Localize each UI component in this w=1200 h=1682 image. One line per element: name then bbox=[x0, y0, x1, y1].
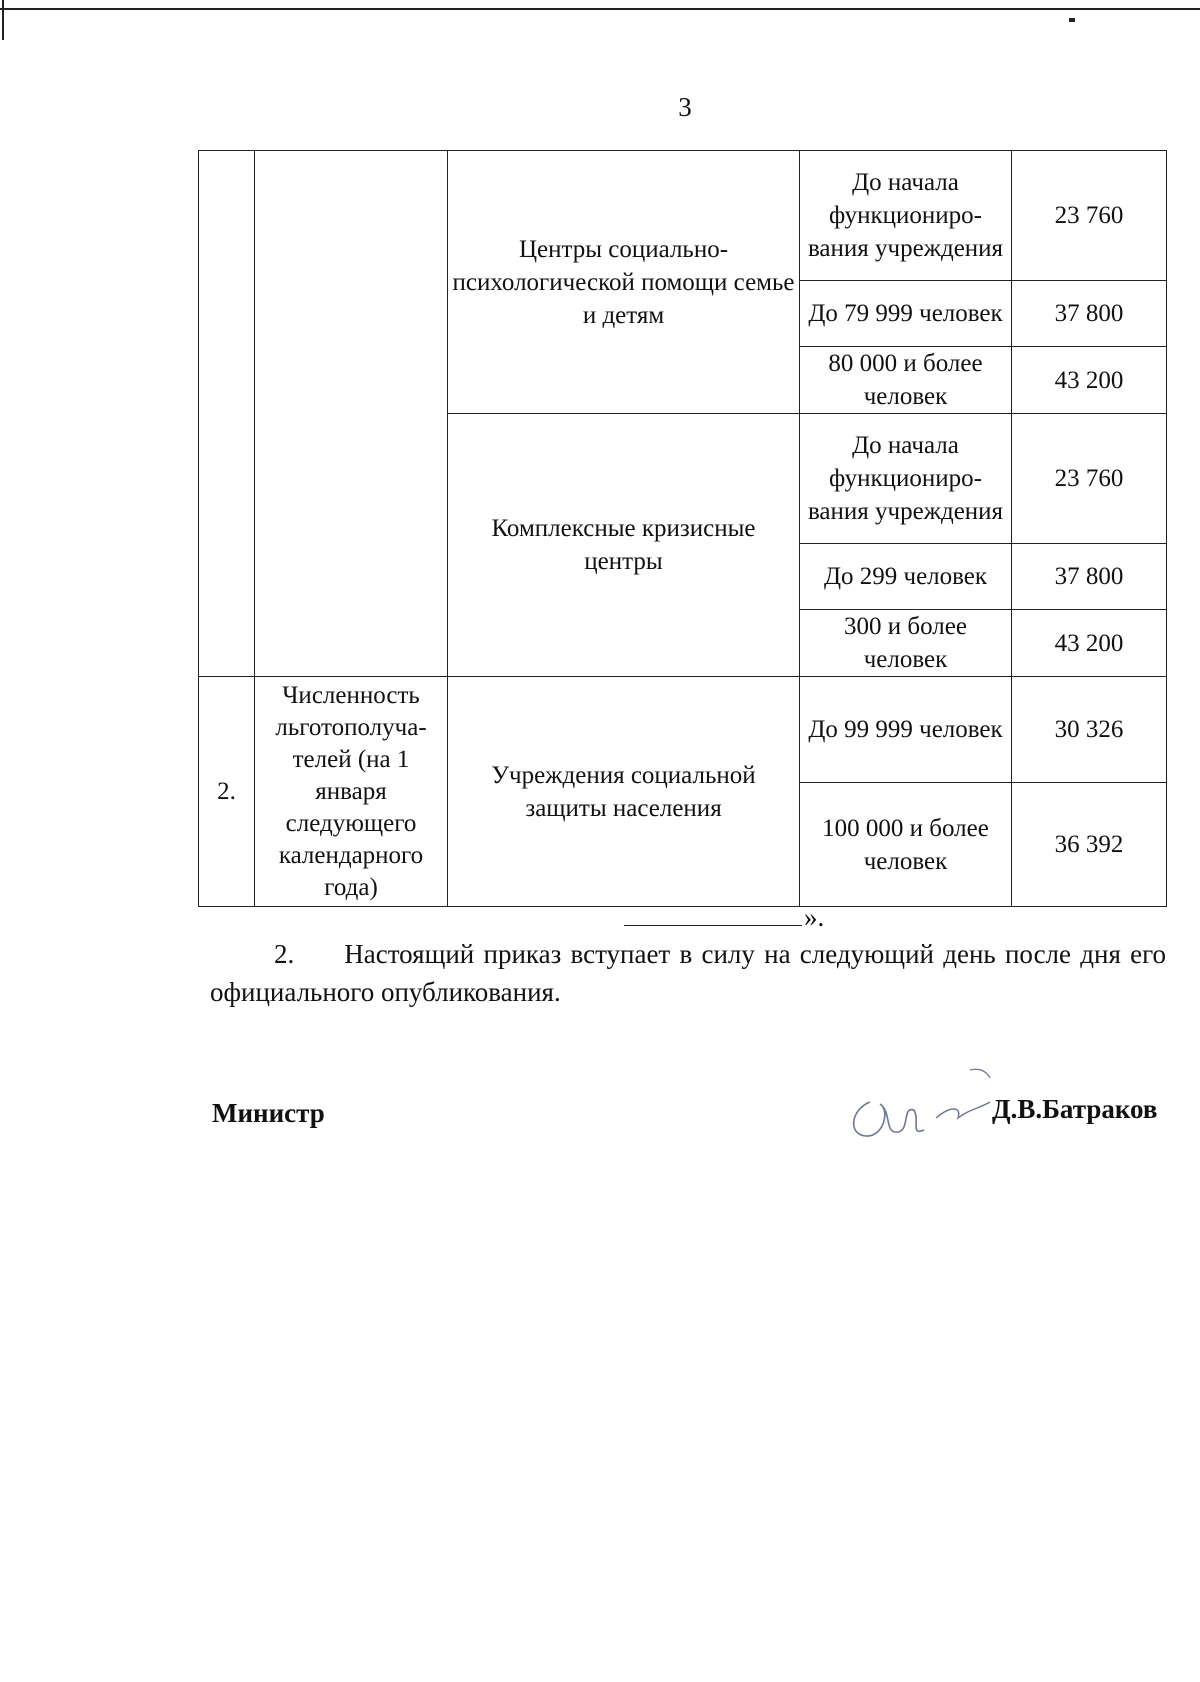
scan-mark bbox=[1069, 18, 1075, 22]
tariff-table bbox=[198, 150, 1167, 907]
value-cell: 43 200 bbox=[1012, 347, 1167, 414]
underline-rule bbox=[624, 915, 802, 926]
number-cell-empty bbox=[199, 151, 255, 677]
range-cell: До начала функциониро-вания учреждения bbox=[800, 151, 1012, 281]
value-cell: 43 200 bbox=[1012, 610, 1167, 677]
value-cell: 23 760 bbox=[1012, 414, 1167, 544]
value-cell: 30 326 bbox=[1012, 677, 1167, 783]
minister-title: Министр bbox=[212, 1098, 325, 1128]
clause-number: 2. bbox=[274, 939, 295, 969]
criterion-cell: Численность льготополуча-телей (на 1 января следующего календарного года) bbox=[255, 677, 448, 907]
page-number: 3 bbox=[678, 92, 692, 122]
range-cell: До 79 999 человек bbox=[800, 281, 1012, 347]
range-cell: До 99 999 человек bbox=[800, 677, 1012, 783]
criterion-cell-empty bbox=[255, 151, 448, 677]
table-row bbox=[199, 677, 1167, 783]
value-cell: 23 760 bbox=[1012, 151, 1167, 281]
scan-edge-left bbox=[2, 0, 4, 40]
institution-cell: Центры социально-психологической помощи семье и детям bbox=[448, 151, 800, 414]
handwritten-signature bbox=[840, 1040, 1010, 1150]
range-cell: 80 000 и более человек bbox=[800, 347, 1012, 414]
closing-quote: ». bbox=[804, 902, 825, 932]
value-cell: 37 800 bbox=[1012, 281, 1167, 347]
number-cell: 2. bbox=[199, 677, 255, 907]
range-cell: 300 и более человек bbox=[800, 610, 1012, 677]
range-cell: 100 000 и более человек bbox=[800, 783, 1012, 907]
institution-cell: Учреждения социальной защиты населения bbox=[448, 677, 800, 907]
value-cell: 37 800 bbox=[1012, 544, 1167, 610]
table-row bbox=[199, 151, 1167, 281]
scan-edge-top bbox=[0, 8, 1200, 10]
institution-cell: Комплексные кризисные центры bbox=[448, 414, 800, 677]
closing-quote-line bbox=[624, 902, 824, 933]
clause-paragraph bbox=[210, 935, 1166, 1011]
minister-name: Д.В.Батраков bbox=[992, 1094, 1158, 1124]
range-cell: До 299 человек bbox=[800, 544, 1012, 610]
range-cell: До начала функциониро-вания учреждения bbox=[800, 414, 1012, 544]
value-cell: 36 392 bbox=[1012, 783, 1167, 907]
clause-text: Настоящий приказ вступает в силу на следующий день после дня его официального опубликования. bbox=[210, 939, 1166, 1007]
